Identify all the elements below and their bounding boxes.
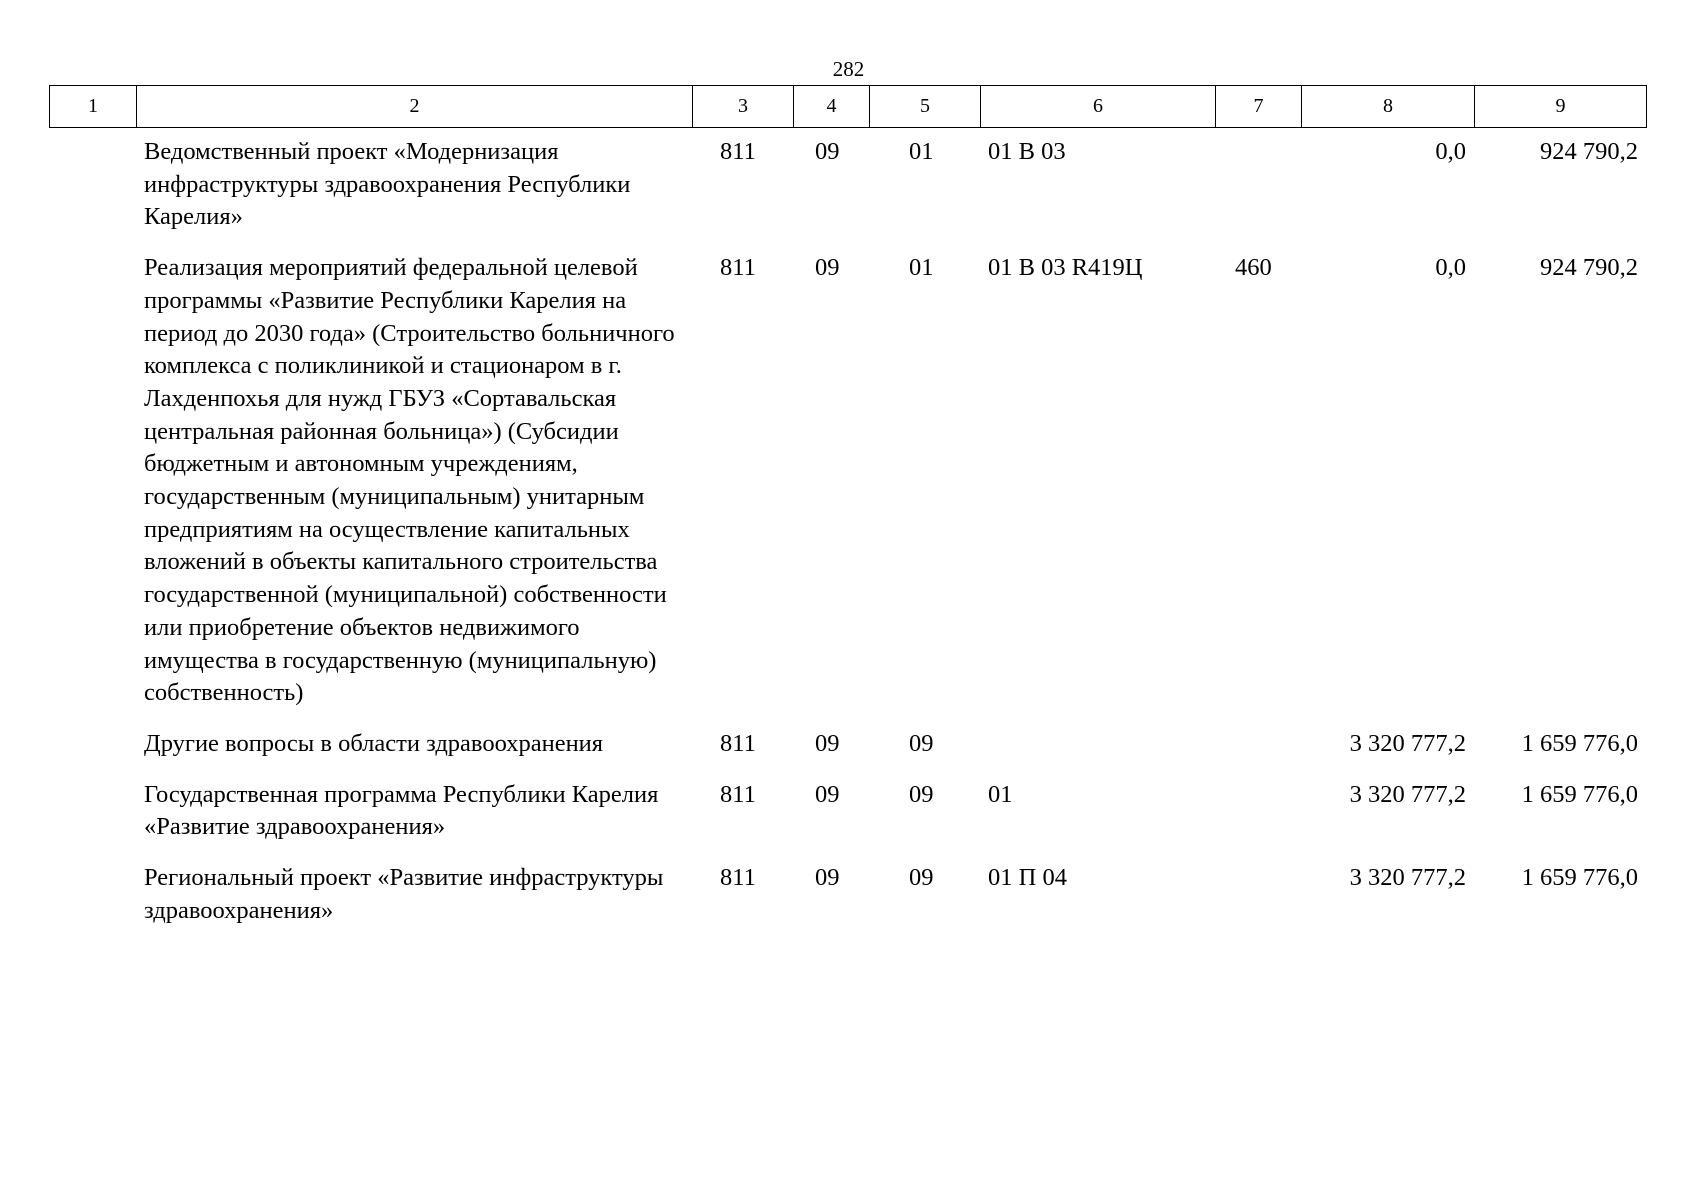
row-name: Реализация мероприятий федеральной целевой программы «Развитие Республики Карелия на период до 2030 года» (Строительство больничного комплекса с поликлиникой и стационаром в г. Лахденпохья для нужд ГБУЗ «Сортавальская центральная районная больница») (Субсидии бюджетным и автономным учреждениям, государственным (муниципальным) унитарным предприятиям на осуществление капитальных вложений в объекты капитального строительства государственной (муниципальной) собственности или приобретение объектов недвижимого имущества в государственную (муниципальную) собственность) bbox=[144, 254, 675, 707]
expense-type-code bbox=[1215, 722, 1301, 773]
target-item-code: 01 В 03 R419Ц bbox=[988, 254, 1143, 282]
row-name: Ведомственный проект «Модернизация инфраструктуры здравоохранения Республики Карелия» bbox=[144, 138, 631, 231]
amount-col9: 1 659 776,0 bbox=[1521, 780, 1638, 808]
amount-col9: 1 659 776,0 bbox=[1521, 864, 1638, 892]
row-number-cell bbox=[49, 856, 136, 939]
page-number: 282 bbox=[832, 57, 865, 81]
subsection-code: 01 bbox=[909, 254, 934, 282]
table-row bbox=[49, 856, 1646, 939]
amount-col9: 924 790,2 bbox=[1540, 138, 1638, 165]
ministry-code: 811 bbox=[720, 729, 756, 757]
section-code: 09 bbox=[815, 138, 840, 165]
column-header-4: 4 bbox=[794, 86, 870, 128]
table-row bbox=[49, 130, 1646, 246]
expense-type-code bbox=[1215, 130, 1301, 246]
ministry-code: 811 bbox=[720, 780, 756, 808]
column-header-6: 6 bbox=[981, 86, 1216, 128]
target-item-code: 01 П 04 bbox=[988, 864, 1067, 892]
ministry-code: 811 bbox=[720, 864, 756, 892]
row-number-cell bbox=[49, 130, 136, 246]
section-code: 09 bbox=[815, 729, 840, 757]
ministry-code: 811 bbox=[720, 254, 756, 282]
ministry-code: 811 bbox=[720, 138, 756, 165]
expense-type-code: 460 bbox=[1235, 254, 1272, 282]
column-number-header bbox=[49, 85, 1647, 128]
target-item-code bbox=[980, 722, 1215, 773]
amount-col8: 0,0 bbox=[1435, 254, 1466, 282]
row-name: Другие вопросы в области здравоохранения bbox=[144, 729, 604, 757]
expense-type-code bbox=[1215, 856, 1301, 939]
amount-col8: 3 320 777,2 bbox=[1349, 729, 1466, 757]
budget-table bbox=[49, 130, 1646, 939]
subsection-code: 09 bbox=[909, 864, 934, 892]
column-header-7: 7 bbox=[1216, 86, 1302, 128]
table-row bbox=[49, 773, 1646, 856]
target-item-code: 01 bbox=[988, 780, 1013, 808]
expense-type-code bbox=[1215, 773, 1301, 856]
row-name: Региональный проект «Развитие инфраструктуры здравоохранения» bbox=[144, 864, 664, 924]
subsection-code: 01 bbox=[909, 138, 934, 165]
section-code: 09 bbox=[815, 254, 840, 282]
column-header-1: 1 bbox=[50, 86, 137, 128]
column-header-5: 5 bbox=[870, 86, 981, 128]
section-code: 09 bbox=[815, 864, 840, 892]
amount-col8: 0,0 bbox=[1435, 138, 1466, 165]
table-row bbox=[49, 246, 1646, 722]
target-item-code: 01 В 03 bbox=[988, 138, 1066, 165]
section-code: 09 bbox=[815, 780, 840, 808]
table-row bbox=[49, 722, 1646, 773]
column-header-2: 2 bbox=[137, 86, 693, 128]
column-header-3: 3 bbox=[693, 86, 794, 128]
amount-col8: 3 320 777,2 bbox=[1349, 780, 1466, 808]
row-number-cell bbox=[49, 722, 136, 773]
subsection-code: 09 bbox=[909, 729, 934, 757]
amount-col9: 1 659 776,0 bbox=[1521, 729, 1638, 757]
column-header-8: 8 bbox=[1302, 86, 1475, 128]
subsection-code: 09 bbox=[909, 780, 934, 808]
amount-col9: 924 790,2 bbox=[1540, 254, 1638, 282]
row-number-cell bbox=[49, 246, 136, 722]
column-header-9: 9 bbox=[1475, 86, 1647, 128]
row-name: Государственная программа Республики Карелия «Развитие здравоохранения» bbox=[144, 780, 659, 841]
row-number-cell bbox=[49, 773, 136, 856]
amount-col8: 3 320 777,2 bbox=[1349, 864, 1466, 892]
